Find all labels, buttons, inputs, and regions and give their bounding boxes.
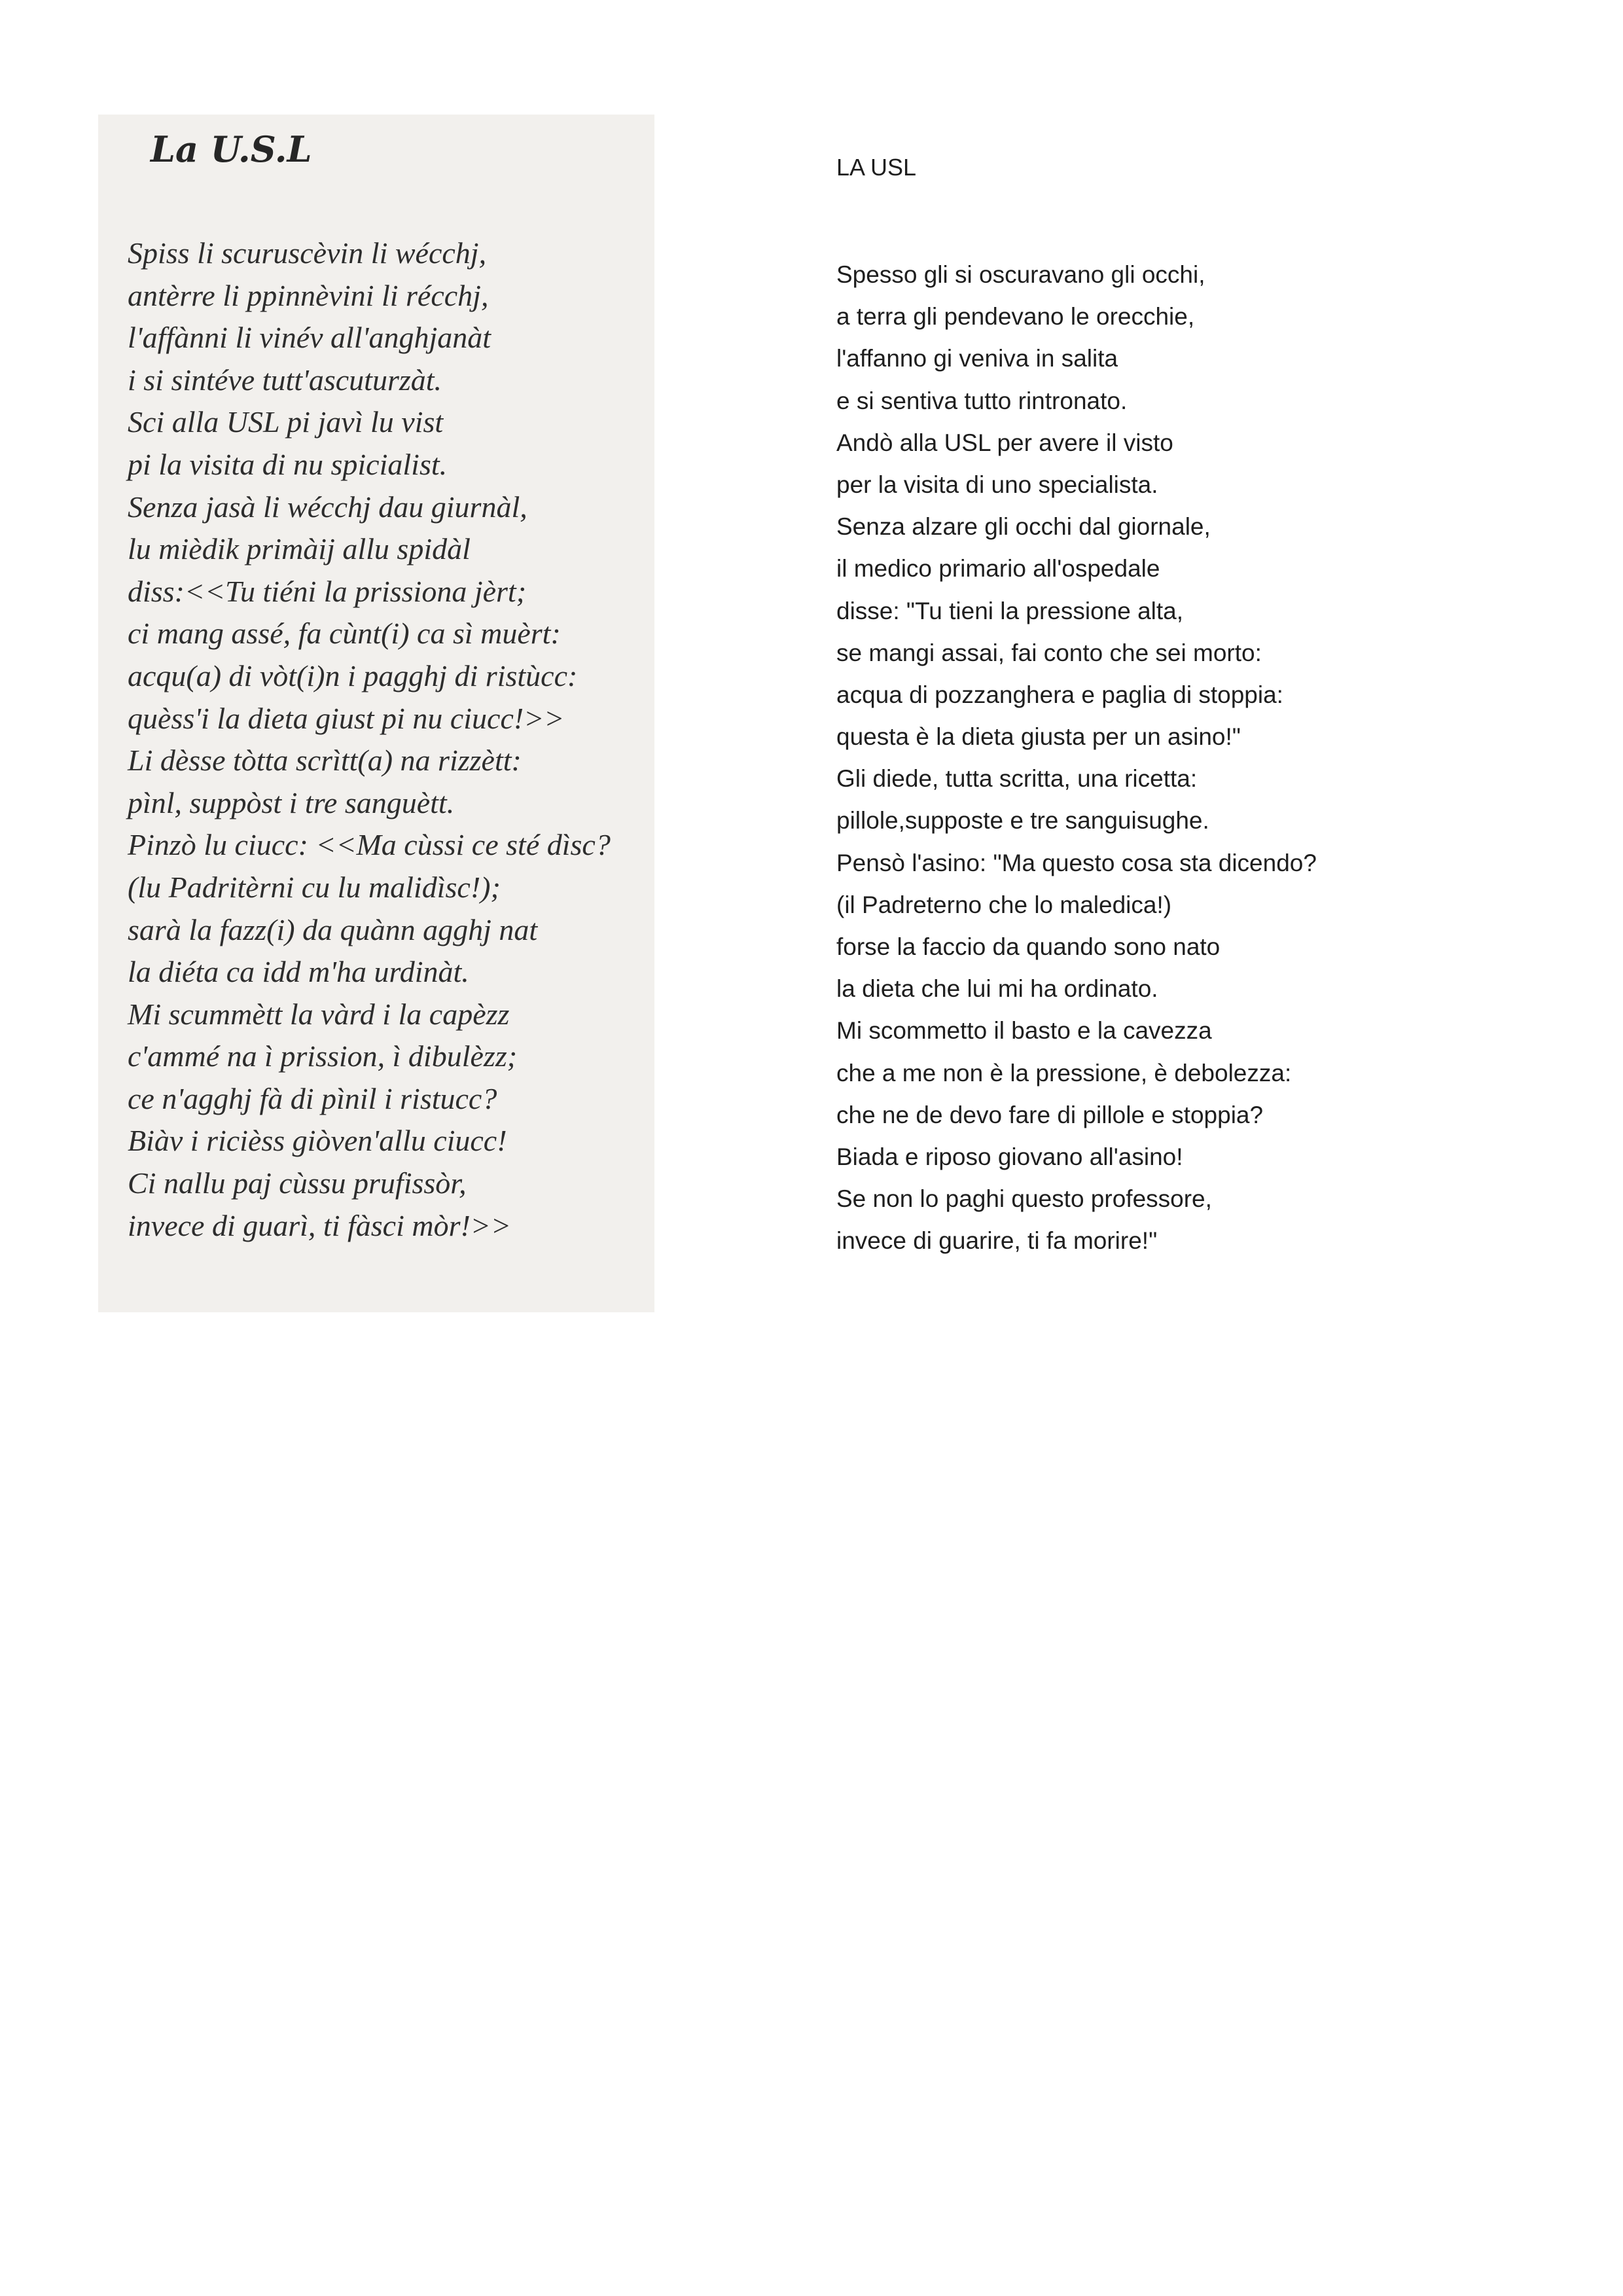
original-verse-9: diss:<<Tu tiéni la prissiona jèrt;: [128, 574, 527, 608]
original-verse-14: pìnl, suppòst i tre sanguètt.: [128, 785, 455, 819]
translation-verse-4: e si sentiva tutto rintronato.: [836, 387, 1128, 414]
original-poem-title: La U.S.L: [151, 128, 312, 170]
translation-verse-2: a terra gli pendevano le orecchie,: [836, 303, 1195, 331]
translation-verse-24: invece di guarire, ti fa morire!": [836, 1227, 1158, 1255]
translation-verse-8: il medico primario all'ospedale: [836, 555, 1160, 583]
translation-verse-23: Se non lo paghi questo professore,: [836, 1185, 1212, 1213]
original-verse-24: invece di guarì, ti fàsci mòr!>>: [128, 1208, 511, 1242]
translation-verse-17: forse la faccio da quando sono nato: [836, 933, 1221, 960]
original-verse-19: Mi scummètt la vàrd i la capèzz: [128, 997, 510, 1031]
translation-verse-3: l'affanno gi veniva in salita: [836, 345, 1118, 372]
original-verse-3: l'affànni li vinév all'anghjanàt: [128, 321, 491, 355]
translation-verse-13: Gli diede, tutta scritta, una ricetta:: [836, 765, 1198, 793]
original-verse-1: Spiss li scuruscèvin li wécchj,: [128, 236, 487, 270]
original-verse-20: c'ammé na ì prission, ì dibulèzz;: [128, 1039, 518, 1073]
translation-verses: [836, 254, 1589, 1263]
translation-verse-18: la dieta che lui mi ha ordinato.: [836, 975, 1158, 1003]
original-verse-4: i si sintéve tutt'ascuturzàt.: [128, 363, 442, 397]
original-verse-15: Pinzò lu ciucc: <<Ma cùssi ce sté dìsc?: [128, 828, 611, 862]
translation-verse-9: disse: "Tu tieni la pressione alta,: [836, 597, 1184, 624]
original-verse-11: acqu(a) di vòt(i)n i pagghj di ristùcc:: [128, 658, 578, 692]
original-verse-12: quèss'i la dieta giust pi nu ciucc!>>: [128, 701, 565, 735]
translation-verse-7: Senza alzare gli occhi dal giornale,: [836, 513, 1211, 541]
translation-verse-6: per la visita di uno specialista.: [836, 471, 1158, 498]
original-verse-8: lu mièdik primàij allu spidàl: [128, 532, 471, 566]
translation-verse-22: Biada e riposo giovano all'asino!: [836, 1143, 1183, 1170]
translation-verse-12: questa è la dieta giusta per un asino!": [836, 723, 1241, 751]
translation-verse-10: se mangi assai, fai conto che sei morto:: [836, 639, 1262, 666]
original-verse-16: (lu Padritèrni cu lu malidìsc!);: [128, 870, 501, 904]
original-verse-21: ce n'agghj fà di pìnil i ristucc?: [128, 1081, 497, 1115]
original-verse-10: ci mang assé, fa cùnt(i) ca sì muèrt:: [128, 617, 561, 651]
original-verse-17: sarà la fazz(i) da quànn agghj nat: [128, 912, 538, 946]
original-poem-verses: [128, 232, 651, 1247]
translation-title: LA USL: [836, 154, 917, 181]
original-verse-2: antèrre li ppinnèvini li récchj,: [128, 278, 489, 312]
translation-verse-11: acqua di pozzanghera e paglia di stoppia:: [836, 681, 1283, 708]
original-verse-18: la diéta ca idd m'ha urdinàt.: [128, 955, 469, 989]
translation-verse-14: pillole,supposte e tre sanguisughe.: [836, 807, 1209, 834]
translation-verse-21: che ne de devo fare di pillole e stoppia?: [836, 1101, 1264, 1128]
translation-verse-15: Pensò l'asino: "Ma questo cosa sta dicendo?: [836, 849, 1317, 876]
original-verse-5: Sci alla USL pi javì lu vist: [128, 405, 444, 439]
translation-verse-20: che a me non è la pressione, è debolezza:: [836, 1059, 1292, 1086]
original-verse-23: Ci nallu paj cùssu prufissòr,: [128, 1166, 467, 1200]
original-verse-22: Biàv i ricièss giòven'allu ciucc!: [128, 1124, 507, 1158]
original-verse-7: Senza jasà li wécchj dau giurnàl,: [128, 490, 527, 524]
original-verse-6: pi la visita di nu spicialist.: [128, 447, 448, 481]
original-verse-13: Li dèsse tòtta scrìtt(a) na rizzètt:: [128, 744, 522, 778]
translation-verse-16: (il Padreterno che lo maledica!): [836, 891, 1172, 918]
translation-verse-1: Spesso gli si oscuravano gli occhi,: [836, 261, 1205, 288]
translation-verse-5: Andò alla USL per avere il visto: [836, 429, 1173, 456]
translation-verse-19: Mi scommetto il basto e la cavezza: [836, 1017, 1212, 1045]
